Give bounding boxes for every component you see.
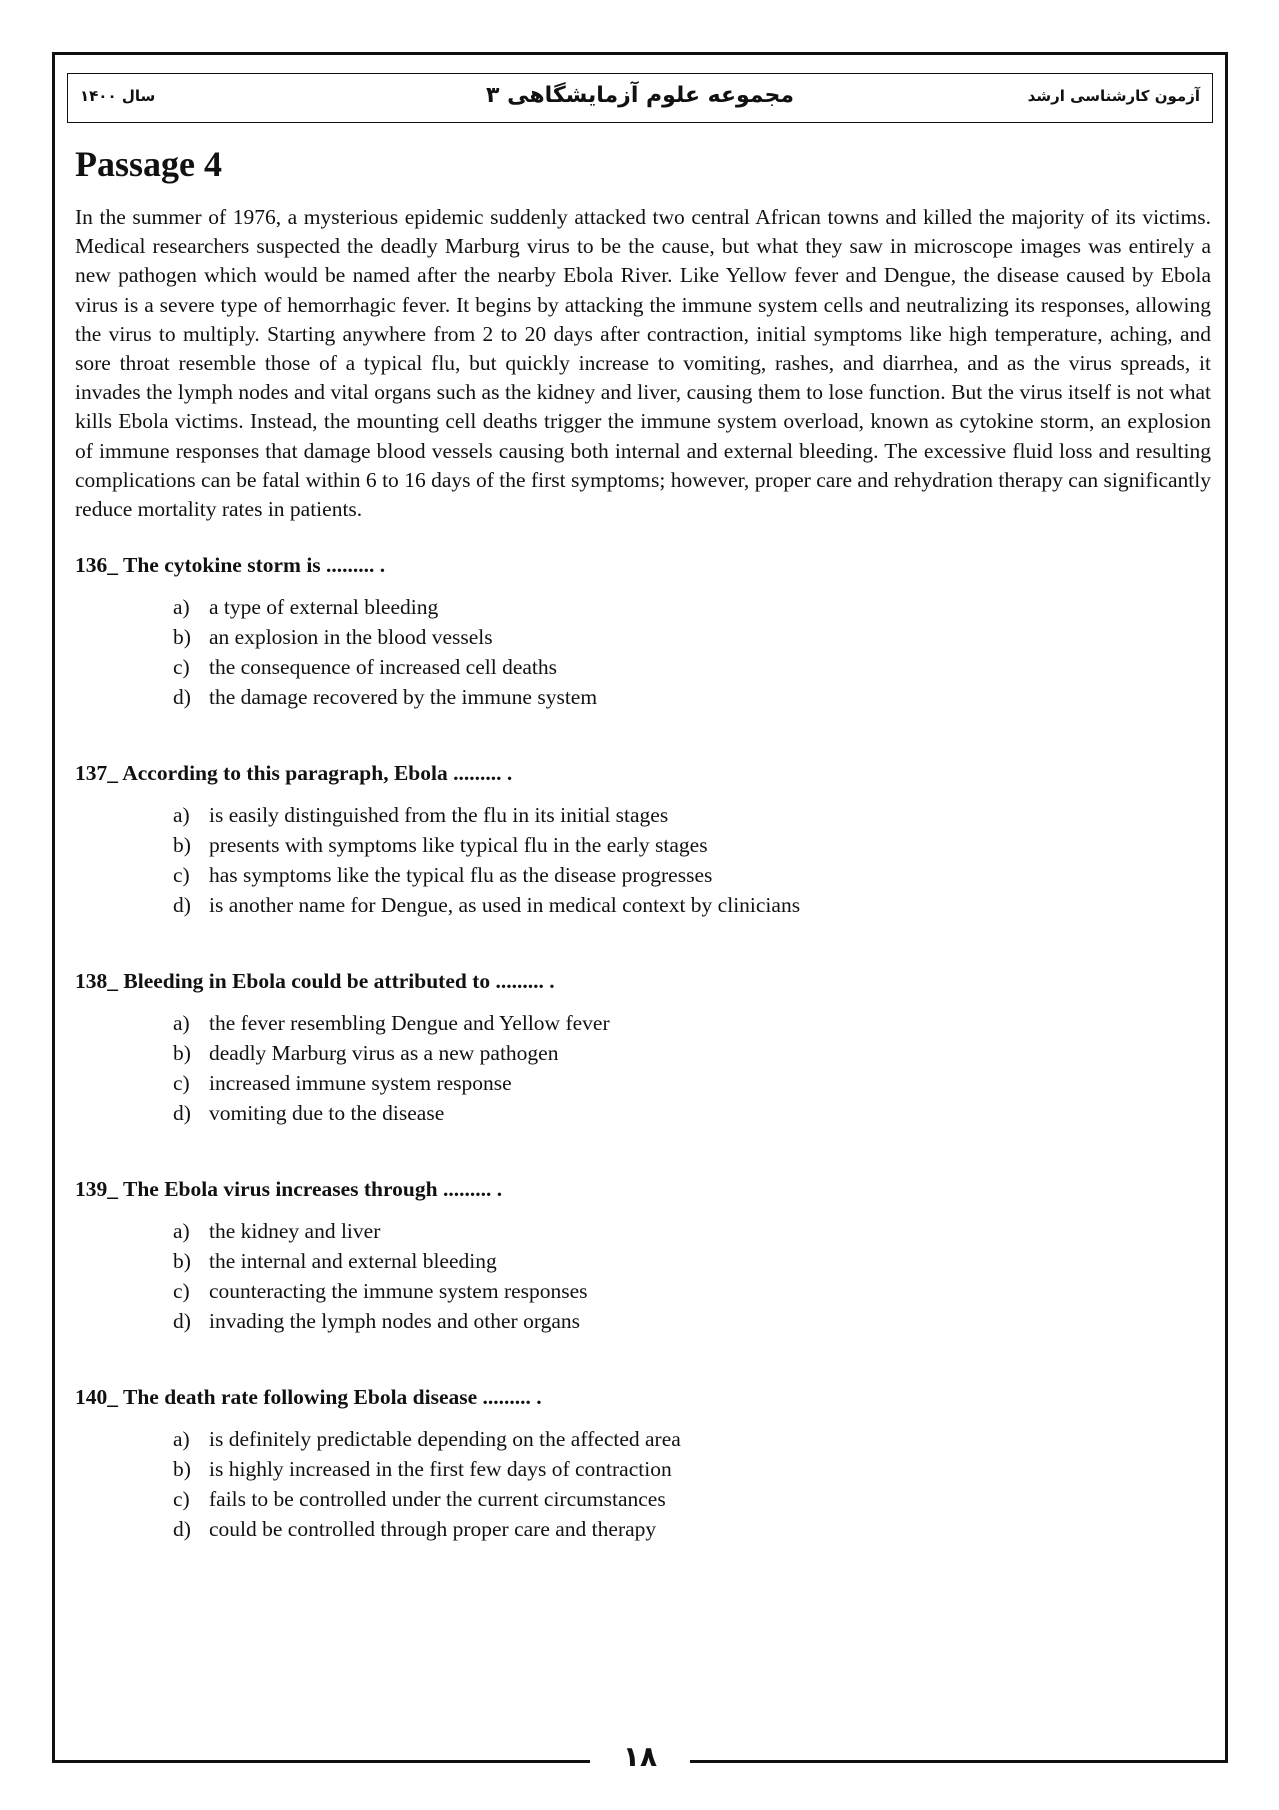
option-text: vomiting due to the disease (209, 1101, 445, 1125)
option-list (173, 800, 1175, 920)
option-text: the damage recovered by the immune system (209, 685, 598, 709)
question-138 (75, 969, 1175, 1128)
option-text: could be controlled through proper care and therapy (209, 1517, 657, 1541)
option-d (173, 1098, 1175, 1128)
option-c (173, 1484, 1175, 1514)
option-a (173, 1216, 1175, 1246)
option-list (173, 592, 1175, 712)
option-letter: d) (173, 1101, 191, 1125)
question-text: The Ebola virus increases through ......... . (123, 1177, 503, 1201)
option-d (173, 682, 1175, 712)
header-year: سال ۱۴۰۰ (80, 87, 156, 105)
question-number: 140_ (75, 1385, 118, 1409)
option-text: counteracting the immune system responses (209, 1279, 588, 1303)
option-letter: d) (173, 1309, 191, 1333)
option-b (173, 1454, 1175, 1484)
option-letter: d) (173, 893, 191, 917)
option-text: has symptoms like the typical flu as the disease progresses (209, 863, 713, 887)
option-text: the consequence of increased cell deaths (209, 655, 558, 679)
option-text: deadly Marburg virus as a new pathogen (209, 1041, 559, 1065)
option-text: fails to be controlled under the current circumstances (209, 1487, 666, 1511)
option-b (173, 622, 1175, 652)
question-number: 138_ (75, 969, 118, 993)
question-text: The cytokine storm is ......... . (123, 553, 386, 577)
option-text: the kidney and liver (209, 1219, 381, 1243)
question-139 (75, 1177, 1175, 1336)
option-letter: d) (173, 685, 191, 709)
option-text: invading the lymph nodes and other organs (209, 1309, 581, 1333)
page-number: ۱۸ (622, 1740, 658, 1773)
option-letter: c) (173, 1487, 190, 1511)
option-text: presents with symptoms like typical flu in the early stages (209, 833, 708, 857)
option-letter: a) (173, 1219, 190, 1243)
option-letter: c) (173, 1279, 190, 1303)
option-d (173, 890, 1175, 920)
question-stem (75, 1385, 1175, 1410)
option-letter: a) (173, 595, 190, 619)
question-number: 139_ (75, 1177, 118, 1201)
option-text: the fever resembling Dengue and Yellow fever (209, 1011, 610, 1035)
question-stem (75, 553, 1175, 578)
option-letter: a) (173, 1427, 190, 1451)
option-a (173, 592, 1175, 622)
question-text: The death rate following Ebola disease ......... . (123, 1385, 542, 1409)
option-letter: b) (173, 833, 191, 857)
question-stem (75, 1177, 1175, 1202)
option-text: is easily distinguished from the flu in its initial stages (209, 803, 669, 827)
option-c (173, 1068, 1175, 1098)
option-a (173, 800, 1175, 830)
option-a (173, 1008, 1175, 1038)
passage-title: Passage 4 (75, 144, 222, 184)
footer-rule-left (52, 1760, 590, 1763)
option-letter: a) (173, 803, 190, 827)
option-text: is highly increased in the first few days of contraction (209, 1457, 672, 1481)
option-b (173, 830, 1175, 860)
option-text: the internal and external bleeding (209, 1249, 497, 1273)
option-letter: d) (173, 1517, 191, 1541)
page-header (67, 73, 1213, 123)
option-list (173, 1008, 1175, 1128)
footer-rule-right (690, 1760, 1228, 1763)
option-b (173, 1246, 1175, 1276)
option-d (173, 1306, 1175, 1336)
question-stem (75, 969, 1175, 994)
question-text: Bleeding in Ebola could be attributed to ......... . (123, 969, 555, 993)
option-text: an explosion in the blood vessels (209, 625, 493, 649)
option-d (173, 1514, 1175, 1544)
header-title: مجموعه علوم آزمایشگاهی ۳ (485, 83, 795, 108)
option-text: is definitely predictable depending on the affected area (209, 1427, 681, 1451)
option-letter: c) (173, 863, 190, 887)
option-c (173, 860, 1175, 890)
option-text: is another name for Dengue, as used in medical context by clinicians (209, 893, 801, 917)
option-list (173, 1216, 1175, 1336)
question-stem (75, 761, 1175, 786)
option-a (173, 1424, 1175, 1454)
page-frame (52, 52, 1228, 1763)
option-text: a type of external bleeding (209, 595, 439, 619)
question-137 (75, 761, 1175, 920)
option-letter: c) (173, 1071, 190, 1095)
option-letter: b) (173, 1041, 191, 1065)
option-letter: b) (173, 1249, 191, 1273)
option-letter: a) (173, 1011, 190, 1035)
question-number: 136_ (75, 553, 118, 577)
option-text: increased immune system response (209, 1071, 512, 1095)
question-136 (75, 553, 1175, 712)
passage-text: In the summer of 1976, a mysterious epidemic suddenly attacked two central African towns and killed the majority of its victims. Medical researchers suspected the deadly Marburg virus to be the cause, but what they saw in microscope images was entirely a new pathogen which would be named after the nearby Ebola River. Like Yellow fever and Dengue, the disease caused by Ebola virus is a severe type of hemorrhagic fever. It begins by attacking the immune system cells and neutralizing its responses, allowing the virus to multiply. Starting anywhere from 2 to 20 days after contraction, initial symptoms like high temperature, aching, and sore throat resemble those of a typical flu, but quickly increase to vomiting, rashes, and diarrhea, and as the virus spreads, it invades the lymph nodes and vital organs such as the kidney and liver, causing them to lose function. But the virus itself is not what kills Ebola victims. Instead, the mounting cell deaths trigger the immune system overload, known as cytokine storm, an explosion of immune responses that damage blood vessels causing both internal and external bleeding. The excessive fluid loss and resulting complications can be fatal within 6 to 16 days of the first symptoms; however, proper care and rehydration therapy can significantly reduce mortality rates in patients. (75, 205, 1211, 522)
question-text: According to this paragraph, Ebola ......... . (122, 761, 513, 785)
option-list (173, 1424, 1175, 1544)
option-letter: c) (173, 655, 190, 679)
header-exam-name: آزمون کارشناسی ارشد (1027, 87, 1200, 105)
option-b (173, 1038, 1175, 1068)
question-140 (75, 1385, 1175, 1544)
option-letter: b) (173, 625, 191, 649)
option-letter: b) (173, 1457, 191, 1481)
option-c (173, 652, 1175, 682)
option-c (173, 1276, 1175, 1306)
question-number: 137_ (75, 761, 118, 785)
